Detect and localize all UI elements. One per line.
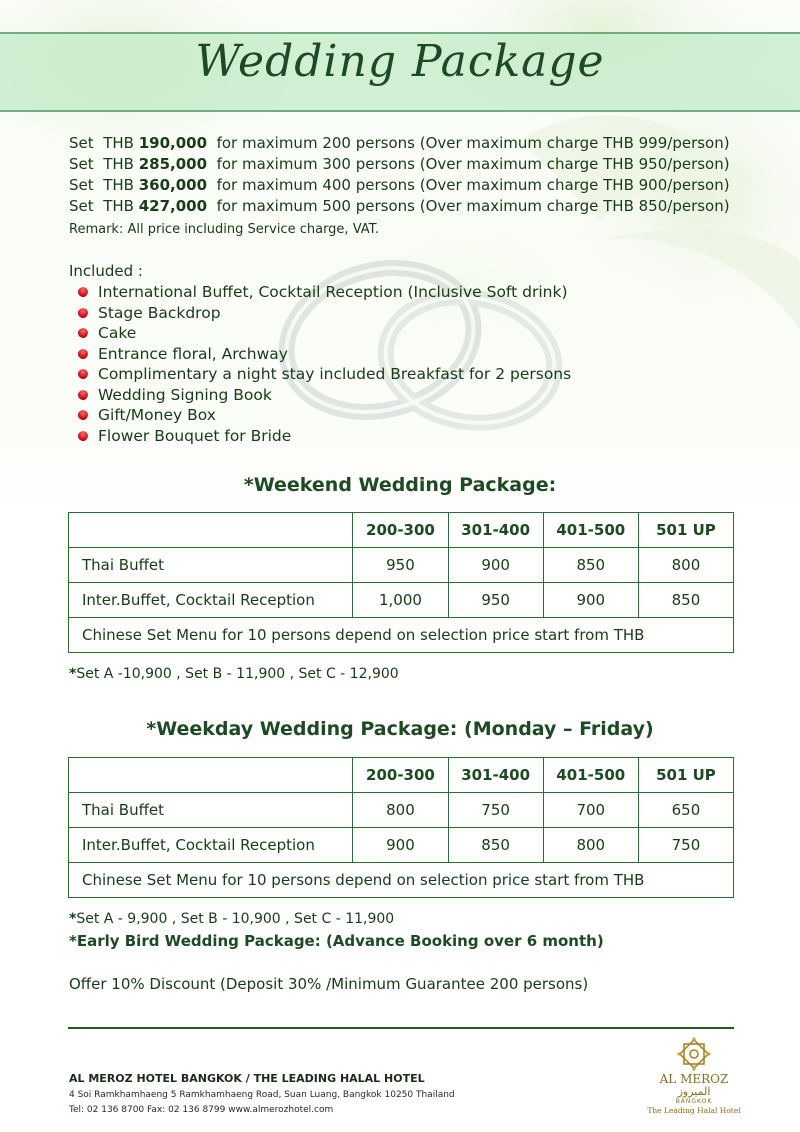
- logo-name: AL MEROZ: [659, 1072, 729, 1086]
- price-amount: 360,000: [138, 176, 208, 194]
- star-emblem-icon: [676, 1036, 712, 1072]
- table-header: 401-500: [543, 513, 638, 548]
- price-row: Set THB 360,000 for maximum 400 persons (Over maximum charge THB 900/person): [69, 176, 730, 194]
- table-cell: 850: [638, 583, 733, 618]
- weekday-set-prices: *Set A - 9,900 , Set B - 10,900 , Set C - 11,900: [69, 911, 395, 927]
- included-list: [78, 282, 571, 446]
- table-cell: 800: [638, 548, 733, 583]
- list-item: Gift/Money Box: [78, 405, 571, 426]
- discount-offer: Offer 10% Discount (Deposit 30% /Minimum Guarantee 200 persons): [69, 975, 589, 993]
- list-item: International Buffet, Cocktail Reception (Inclusive Soft drink): [78, 282, 571, 303]
- price-row: Set THB 285,000 for maximum 300 persons (Over maximum charge THB 950/person): [69, 155, 730, 173]
- remark: Remark: All price including Service charge, VAT.: [69, 222, 380, 237]
- price-list: [69, 133, 730, 217]
- weekend-table: [68, 512, 734, 653]
- table-header-row: [69, 758, 734, 793]
- weekday-table: [68, 757, 734, 898]
- footer-contact: Tel: 02 136 8700 Fax: 02 136 8799 www.almerozhotel.com: [69, 1105, 334, 1115]
- table-header-blank: [69, 513, 353, 548]
- table-cell: 850: [448, 828, 543, 863]
- row-label: Inter.Buffet, Cocktail Reception: [69, 828, 353, 863]
- table-row: [69, 828, 734, 863]
- table-cell: 950: [448, 583, 543, 618]
- table-header: 301-400: [448, 513, 543, 548]
- heart-bullet-icon: [76, 306, 90, 320]
- heart-bullet-icon: [76, 388, 90, 402]
- weekend-heading: *Weekend Wedding Package:: [243, 474, 557, 496]
- weekday-heading: *Weekday Wedding Package: (Monday – Friday): [146, 718, 654, 740]
- table-cell: 850: [543, 548, 638, 583]
- table-header: 200-300: [353, 513, 448, 548]
- row-label: Inter.Buffet, Cocktail Reception: [69, 583, 353, 618]
- hotel-logo: [644, 1036, 744, 1116]
- heart-bullet-icon: [76, 429, 90, 443]
- price-row: Set THB 427,000 for maximum 500 persons (Over maximum charge THB 850/person): [69, 197, 730, 215]
- early-bird-heading: *Early Bird Wedding Package: (Advance Booking over 6 month): [69, 932, 604, 950]
- table-cell: 700: [543, 793, 638, 828]
- price-amount: 190,000: [138, 134, 208, 152]
- list-item: Stage Backdrop: [78, 303, 571, 324]
- table-header: 501 UP: [638, 758, 733, 793]
- table-cell: 650: [638, 793, 733, 828]
- table-cell: 900: [448, 548, 543, 583]
- page-title: Wedding Package: [195, 36, 605, 87]
- logo-city: BANGKOK: [675, 1098, 713, 1105]
- row-label: Thai Buffet: [69, 793, 353, 828]
- heart-bullet-icon: [76, 347, 90, 361]
- list-item: Entrance floral, Archway: [78, 344, 571, 365]
- table-header: 401-500: [543, 758, 638, 793]
- table-header: 301-400: [448, 758, 543, 793]
- chinese-menu-note: Chinese Set Menu for 10 persons depend on selection price start from THB: [69, 863, 734, 898]
- included-heading: Included :: [69, 262, 143, 280]
- table-note-row: [69, 863, 734, 898]
- footer-divider: [68, 1027, 734, 1029]
- price-amount: 285,000: [138, 155, 208, 173]
- row-label: Thai Buffet: [69, 548, 353, 583]
- table-header-row: [69, 513, 734, 548]
- price-amount: 427,000: [138, 197, 208, 215]
- logo-arabic: الميروز: [677, 1085, 711, 1098]
- table-cell: 800: [543, 828, 638, 863]
- table-cell: 950: [353, 548, 448, 583]
- table-cell: 750: [448, 793, 543, 828]
- heart-bullet-icon: [76, 285, 90, 299]
- table-note-row: [69, 618, 734, 653]
- table-cell: 750: [638, 828, 733, 863]
- heart-bullet-icon: [76, 326, 90, 340]
- table-row: [69, 548, 734, 583]
- footer-hotel-name: AL MEROZ HOTEL BANGKOK / THE LEADING HALAL HOTEL: [69, 1072, 425, 1085]
- weekend-set-prices: *Set A -10,900 , Set B - 11,900 , Set C - 12,900: [69, 666, 399, 682]
- table-header: 200-300: [353, 758, 448, 793]
- logo-tagline: The Leading Halal Hotel: [647, 1106, 741, 1115]
- footer-address: 4 Soi Ramkhamhaeng 5 Ramkhamhaeng Road, Suan Luang, Bangkok 10250 Thailand: [69, 1090, 455, 1100]
- table-cell: 1,000: [353, 583, 448, 618]
- table-cell: 900: [353, 828, 448, 863]
- table-header: 501 UP: [638, 513, 733, 548]
- table-row: [69, 793, 734, 828]
- table-header-blank: [69, 758, 353, 793]
- list-item: Flower Bouquet for Bride: [78, 426, 571, 447]
- table-cell: 900: [543, 583, 638, 618]
- price-row: Set THB 190,000 for maximum 200 persons (Over maximum charge THB 999/person): [69, 134, 730, 152]
- list-item: Complimentary a night stay included Breakfast for 2 persons: [78, 364, 571, 385]
- list-item: Wedding Signing Book: [78, 385, 571, 406]
- table-cell: 800: [353, 793, 448, 828]
- chinese-menu-note: Chinese Set Menu for 10 persons depend on selection price start from THB: [69, 618, 734, 653]
- list-item: Cake: [78, 323, 571, 344]
- table-row: [69, 583, 734, 618]
- heart-bullet-icon: [76, 408, 90, 422]
- heart-bullet-icon: [76, 367, 90, 381]
